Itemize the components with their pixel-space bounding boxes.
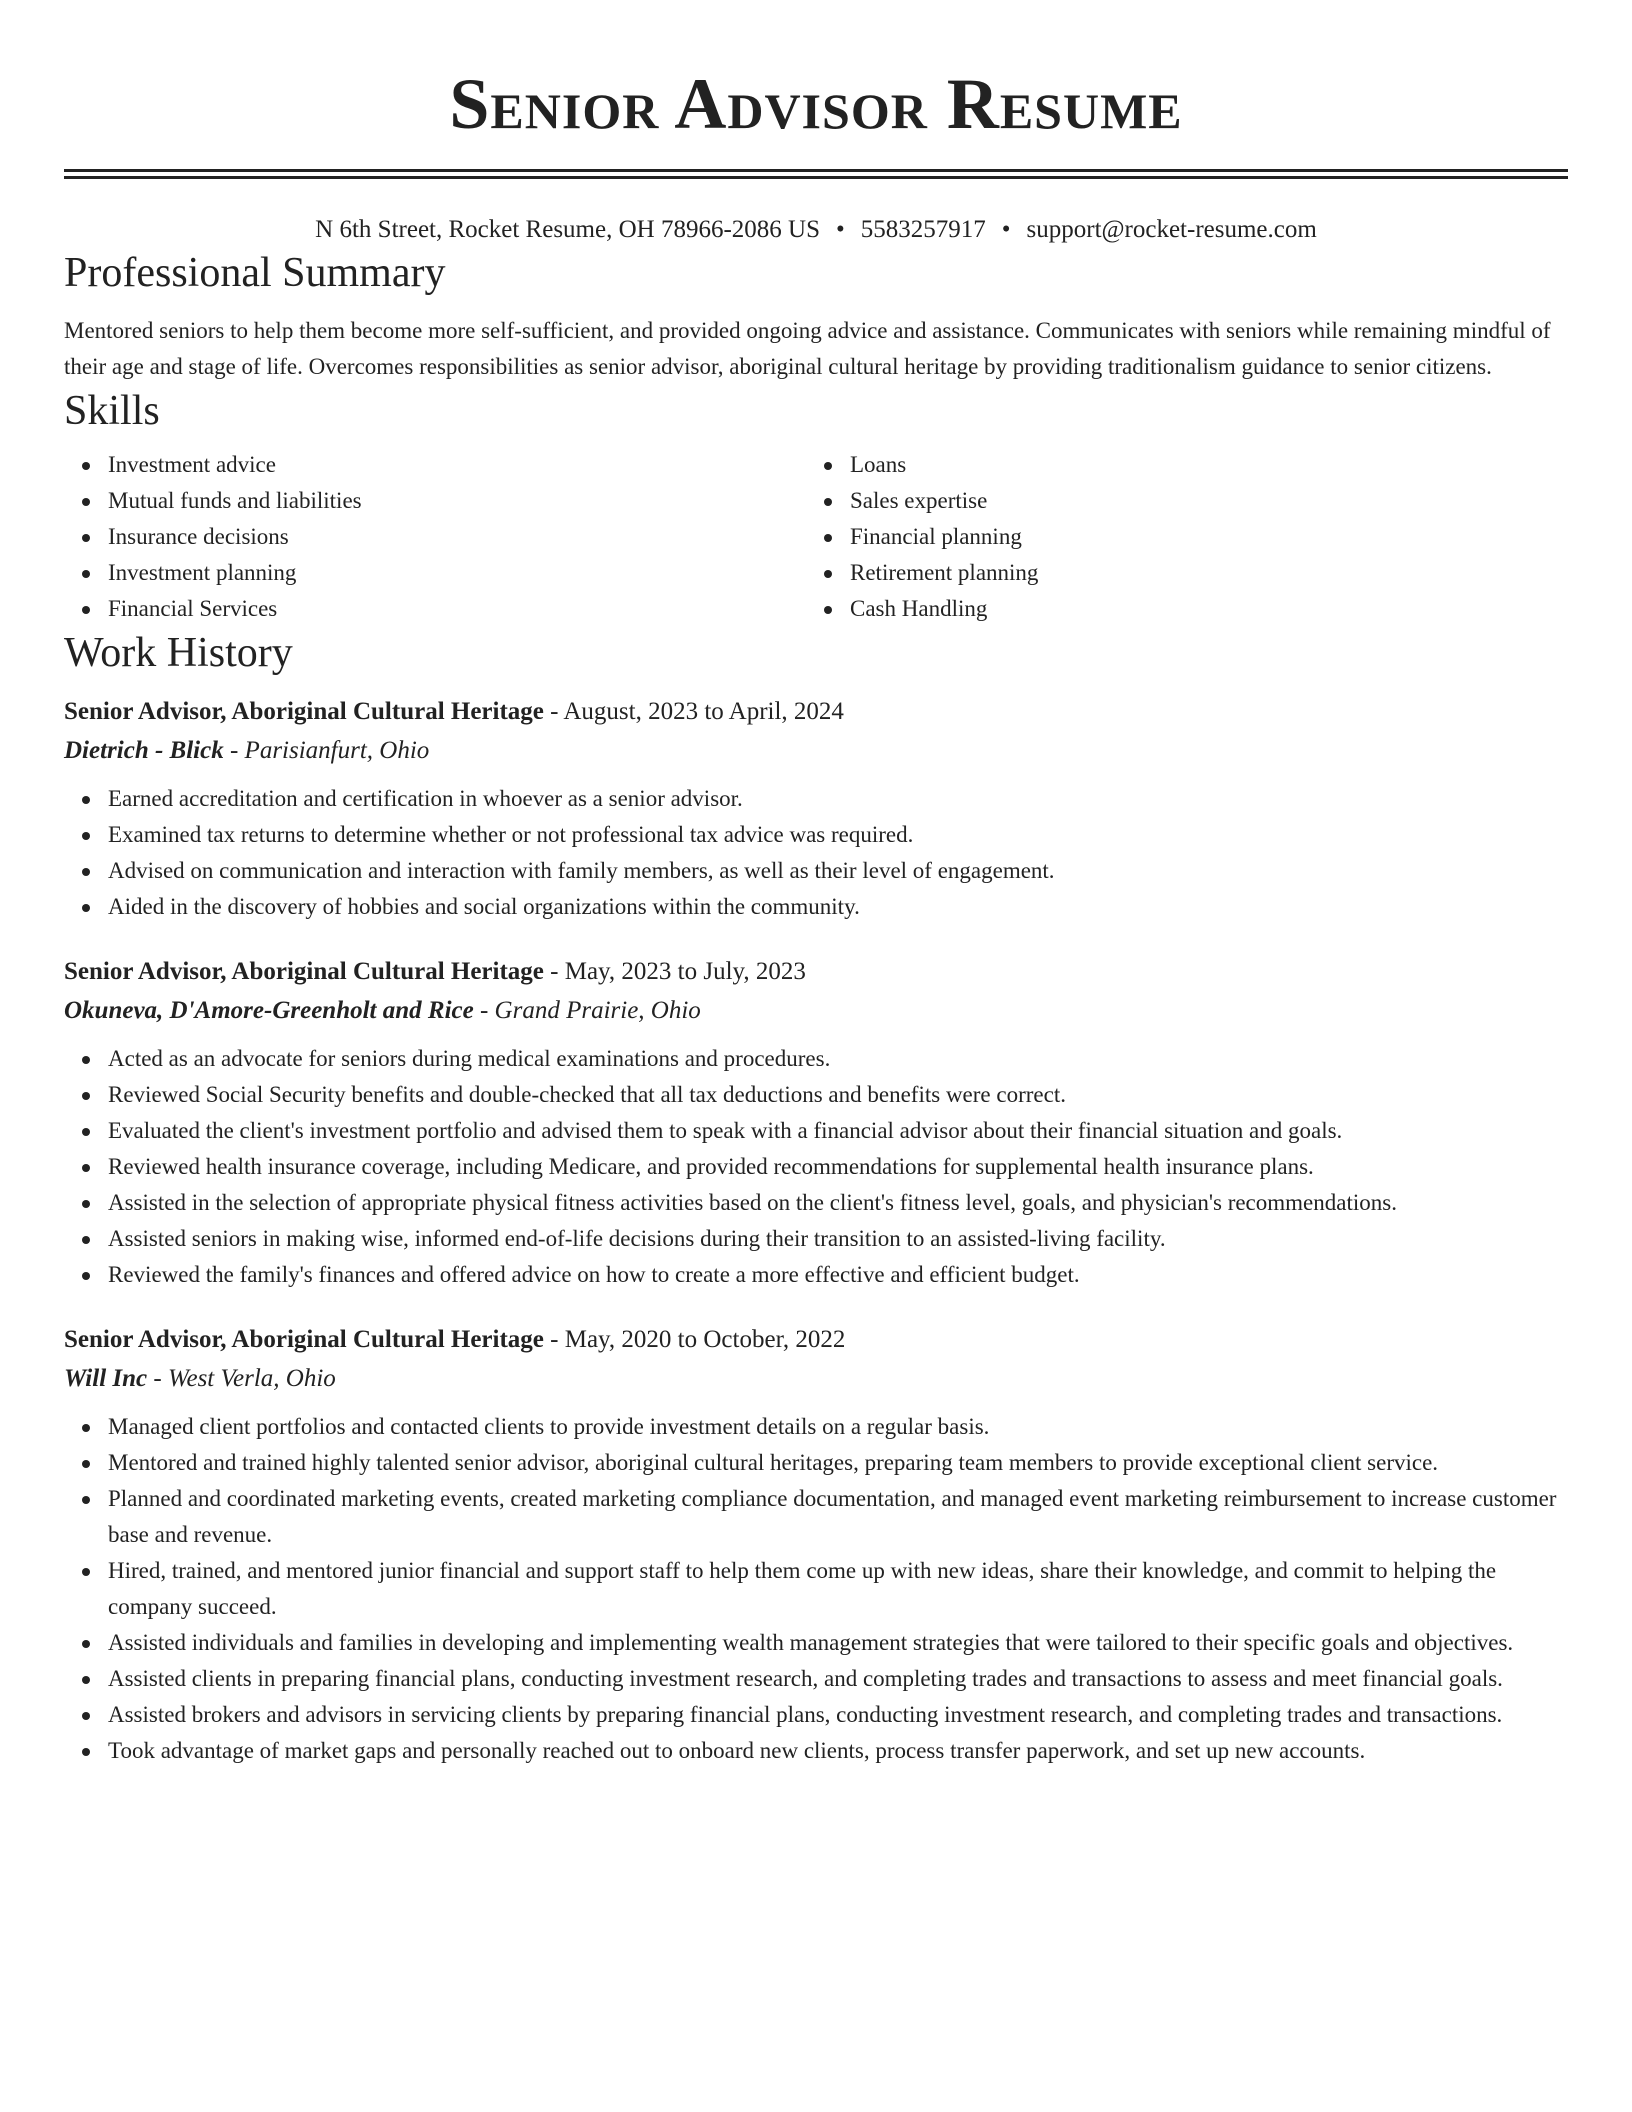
job-duty-item: Assisted in the selection of appropriate physical fitness activities based on the client's fitness level, goals, and physician's recommendations. [64, 1185, 1568, 1221]
contact-separator: • [835, 216, 845, 243]
job-duty-item: Reviewed the family's finances and offered advice on how to create a more effective and efficient budget. [64, 1257, 1568, 1293]
job-duty-item: Assisted individuals and families in developing and implementing wealth management strategies that were tailored to their specific goals and objectives. [64, 1625, 1568, 1661]
skill-item: Retirement planning [806, 555, 1548, 591]
skills-heading: Skills [64, 388, 160, 434]
job-role: Senior Advisor, Aboriginal Cultural Heritage [64, 958, 544, 985]
skill-item: Insurance decisions [64, 519, 806, 555]
job-company: Dietrich - Blick [64, 737, 224, 764]
job-title-line [64, 953, 1568, 991]
job-duty-item: Aided in the discovery of hobbies and social organizations within the community. [64, 889, 1568, 925]
job-dash: - [479, 997, 489, 1024]
job-entry [64, 953, 1568, 1293]
skill-item: Investment advice [64, 447, 806, 483]
skill-item: Investment planning [64, 555, 806, 591]
skill-item: Financial planning [806, 519, 1548, 555]
contact-line [64, 213, 1568, 247]
skill-item: Cash Handling [806, 591, 1548, 627]
job-company-line [64, 991, 1568, 1031]
job-title-line [64, 1321, 1568, 1359]
job-role: Senior Advisor, Aboriginal Cultural Heritage [64, 1326, 544, 1353]
job-duty-item: Assisted clients in preparing financial plans, conducting investment research, and completing trades and transactions to assess and meet financial goals. [64, 1661, 1568, 1697]
job-dash: - [550, 958, 559, 985]
job-duties [64, 1041, 1568, 1293]
job-duty-item: Earned accreditation and certification in whoever as a senior advisor. [64, 781, 1568, 817]
job-company: Will Inc [64, 1365, 148, 1392]
job-duty-item: Managed client portfolios and contacted clients to provide investment details on a regular basis. [64, 1409, 1568, 1445]
skills-column-left [64, 447, 806, 627]
job-dash: - [153, 1365, 162, 1392]
job-duty-item: Reviewed health insurance coverage, including Medicare, and provided recommendations for supplemental health insurance plans. [64, 1149, 1568, 1185]
job-duty-item: Assisted brokers and advisors in servicing clients by preparing financial plans, conducting investment research, and completing trades and transactions. [64, 1697, 1568, 1733]
job-company: Okuneva, D'Amore-Greenholt and Rice [64, 997, 474, 1024]
job-duties [64, 781, 1568, 925]
contact-address: N 6th Street, Rocket Resume, OH 78966-2086 US [315, 216, 820, 243]
job-duty-item: Took advantage of market gaps and personally reached out to onboard new clients, process transfer paperwork, and set up new accounts. [64, 1733, 1568, 1769]
job-location: West Verla, Ohio [167, 1365, 336, 1392]
work-history-heading: Work History [64, 630, 293, 676]
job-duty-item: Assisted seniors in making wise, informed end-of-life decisions during their transition to an assisted-living facility. [64, 1221, 1568, 1257]
job-duty-item: Examined tax returns to determine whether or not professional tax advice was required. [64, 817, 1568, 853]
job-duty-item: Planned and coordinated marketing events, created marketing compliance documentation, and managed event marketing reimbursement to increase customer base and revenue. [64, 1481, 1568, 1553]
skill-item: Financial Services [64, 591, 806, 627]
job-location: Grand Prairie, Ohio [494, 997, 701, 1024]
skills-list [64, 447, 1568, 627]
summary-text: Mentored seniors to help them become more self-sufficient, and provided ongoing advice and assistance. Communicates with seniors while remaining mindful of their age and stage of life. Overcomes responsibilities as senior advisor, aboriginal cultural heritage by providing traditionalism guidance to senior citizens. [64, 318, 1551, 379]
job-duty-item: Mentored and trained highly talented senior advisor, aboriginal cultural heritages, preparing team members to provide exceptional client service. [64, 1445, 1568, 1481]
job-dash: - [229, 737, 239, 764]
skill-item: Mutual funds and liabilities [64, 483, 806, 519]
contact-separator: • [1001, 216, 1011, 243]
resume-title: Senior Advisor Resume [449, 64, 1183, 144]
summary-heading: Professional Summary [64, 250, 446, 296]
job-company-line [64, 731, 1568, 771]
contact-email: support@rocket-resume.com [1026, 216, 1317, 243]
job-dates: May, 2023 to July, 2023 [564, 958, 806, 985]
job-duties [64, 1409, 1568, 1769]
skill-item: Sales expertise [806, 483, 1548, 519]
job-duty-item: Reviewed Social Security benefits and double-checked that all tax deductions and benefits were correct. [64, 1077, 1568, 1113]
job-role: Senior Advisor, Aboriginal Cultural Heritage [64, 698, 544, 725]
title-double-rule [64, 169, 1568, 179]
job-dates: August, 2023 to April, 2024 [563, 698, 844, 725]
skills-column-right [806, 447, 1548, 627]
job-location: Parisianfurt, Ohio [244, 737, 430, 764]
contact-phone: 5583257917 [860, 216, 986, 243]
resume-page [64, 0, 1568, 1769]
skill-item: Loans [806, 447, 1548, 483]
job-duty-item: Hired, trained, and mentored junior financial and support staff to help them come up with new ideas, share their knowledge, and commit to helping the company succeed. [64, 1553, 1568, 1625]
job-company-line [64, 1359, 1568, 1399]
job-dates: May, 2020 to October, 2022 [564, 1326, 846, 1353]
job-duty-item: Advised on communication and interaction with family members, as well as their level of engagement. [64, 853, 1568, 889]
job-entry [64, 693, 1568, 925]
job-dash: - [550, 1326, 559, 1353]
job-entry [64, 1321, 1568, 1769]
job-title-line [64, 693, 1568, 731]
job-duty-item: Evaluated the client's investment portfolio and advised them to speak with a financial advisor about their financial situation and goals. [64, 1113, 1568, 1149]
job-duty-item: Acted as an advocate for seniors during medical examinations and procedures. [64, 1041, 1568, 1077]
job-dash: - [550, 698, 559, 725]
